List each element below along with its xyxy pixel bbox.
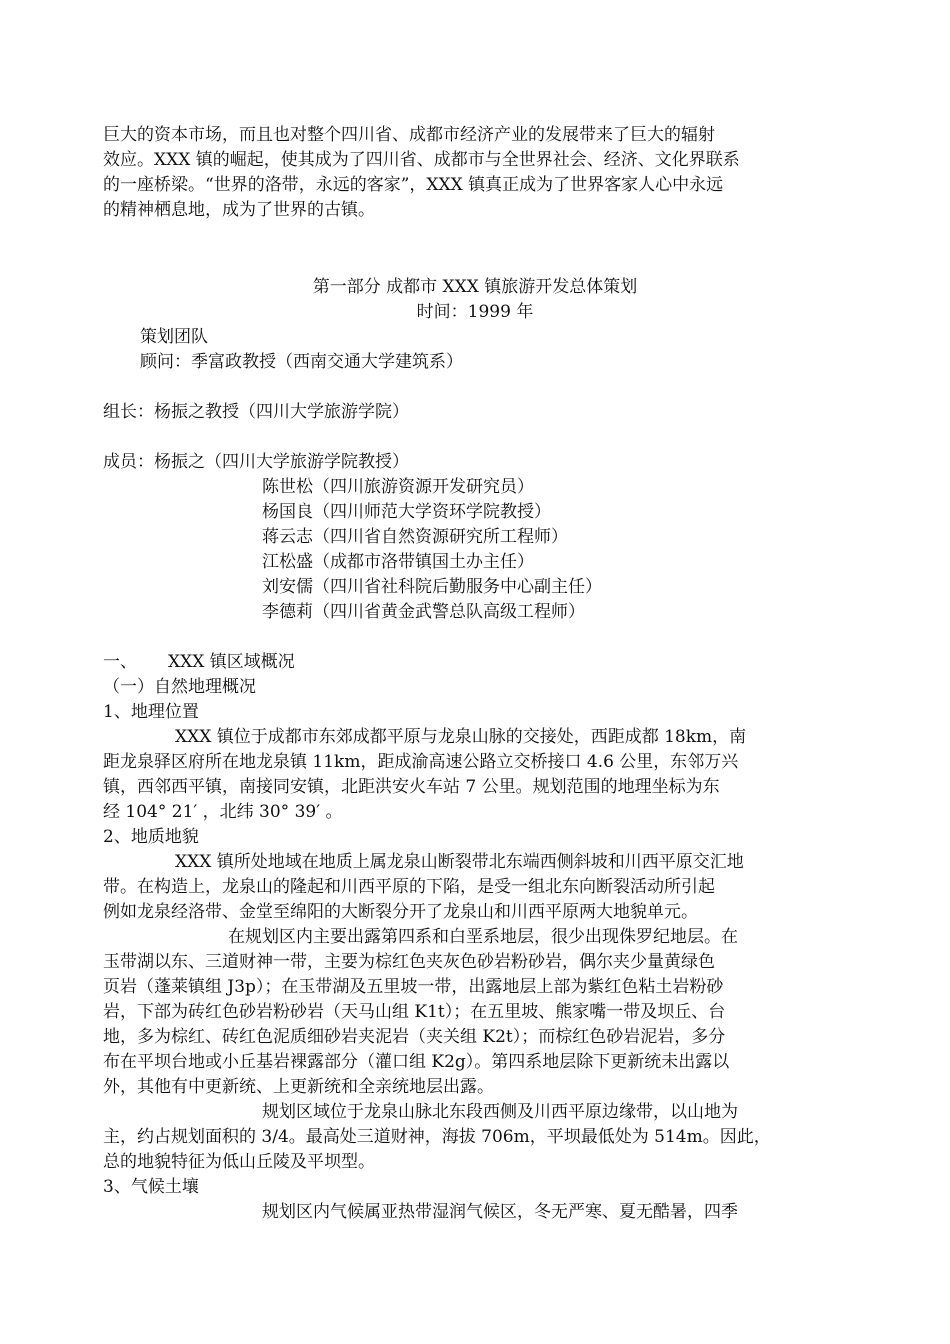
team-members-first: 成员：杨振之（四川大学旅游学院教授） xyxy=(103,452,409,472)
team-member: 杨国良（四川师范大学资环学院教授） xyxy=(262,502,551,522)
paragraph-line: 经 104° 21′ ，北纬 30° 39′ 。 xyxy=(103,802,343,822)
heading-location: 1、地理位置 xyxy=(103,702,199,722)
team-leader: 组长：杨振之教授（四川大学旅游学院） xyxy=(103,402,409,422)
team-heading: 策划团队 xyxy=(140,327,208,347)
team-member: 蒋云志（四川省自然资源研究所工程师） xyxy=(262,527,568,547)
paragraph-line: 距龙泉驿区府所在地龙泉镇 11km，距成渝高速公路立交桥接口 4.6 公里，东邻万兴 xyxy=(103,752,739,772)
paragraph-line: 布在平坝台地或小丘基岩裸露部分（灌口组 K2g）。第四系地层除下更新统未出露以 xyxy=(103,1052,730,1072)
paragraph-line: 页岩（蓬莱镇组 J3p）；在玉带湖及五里坡一带，出露地层上部为紫红色粘土岩粉砂 xyxy=(103,977,724,997)
paragraph-line: 例如龙泉经洛带、金堂至绵阳的大断裂分开了龙泉山和川西平原两大地貌单元。 xyxy=(103,902,698,922)
paragraph-line: 规划区域位于龙泉山脉北东段西侧及川西平原边缘带，以山地为 xyxy=(262,1102,738,1122)
team-member: 江松盛（成都市洛带镇国土办主任） xyxy=(262,552,534,572)
intro-line: 的一座桥梁。“世界的洛带，永远的客家”，XXX 镇真正成为了世界客家人心中永远 xyxy=(103,175,724,195)
heading-climate: 3、气候土壤 xyxy=(103,1177,199,1197)
paragraph-line: 外，其他有中更新统、上更新统和全亲统地层出露。 xyxy=(103,1077,494,1097)
team-member: 李德莉（四川省黄金武警总队高级工程师） xyxy=(262,602,585,622)
section-number: 一、 xyxy=(103,652,137,672)
paragraph-line: 规划区内气候属亚热带湿润气候区，冬无严寒、夏无酷暑，四季 xyxy=(262,1202,738,1222)
paragraph-line: 地，多为棕红、砖红色泥质细砂岩夹泥岩（夹关组 K2t）；而棕红色砂岩泥岩，多分 xyxy=(103,1027,726,1047)
team-member: 陈世松（四川旅游资源开发研究员） xyxy=(262,477,534,497)
paragraph-line: 带。在构造上，龙泉山的隆起和川西平原的下陷，是受一组北东向断裂活动所引起 xyxy=(103,877,715,897)
paragraph-line: 主，约占规划面积的 3/4。最高处三道财神，海拔 706m，平坝最低处为 514m。因此， xyxy=(103,1127,771,1147)
team-member: 刘安儒（四川省社科院后勤服务中心副主任） xyxy=(262,577,602,597)
paragraph-line: XXX 镇位于成都市东郊成都平原与龙泉山脉的交接处，西距成都 18km，南 xyxy=(175,727,747,747)
section-title: XXX 镇区域概况 xyxy=(168,652,295,672)
time-line: 时间：1999 年 xyxy=(416,302,534,322)
paragraph-line: 玉带湖以东、三道财神一带，主要为棕红色夹灰色砂岩粉砂岩，偶尔夹少量黄绿色 xyxy=(103,952,715,972)
paragraph-line: 岩，下部为砖红色砂岩粉砂岩（天马山组 K1t）；在五里坡、熊家嘴一带及坝丘、台 xyxy=(103,1002,726,1022)
intro-line: 的精神栖息地，成为了世界的古镇。 xyxy=(103,200,375,220)
paragraph-line: 在规划区内主要出露第四系和白垩系地层，很少出现侏罗纪地层。在 xyxy=(228,927,738,947)
paragraph-line: 镇，西邻西平镇，南接同安镇，北距洪安火车站 7 公里。规划范围的地理坐标为东 xyxy=(103,777,720,797)
team-advisor: 顾问：季富政教授（西南交通大学建筑系） xyxy=(140,352,463,372)
heading-geology: 2、地质地貌 xyxy=(103,827,199,847)
intro-line: 巨大的资本市场，而且也对整个四川省、成都市经济产业的发展带来了巨大的辐射 xyxy=(103,125,715,145)
part-title: 第一部分 成都市 XXX 镇旅游开发总体策划 xyxy=(312,277,638,297)
intro-line: 效应。XXX 镇的崛起，使其成为了四川省、成都市与全世界社会、经济、文化界联系 xyxy=(103,150,740,170)
subsection-title: （一）自然地理概况 xyxy=(103,677,256,697)
paragraph-line: 总的地貌特征为低山丘陵及平坝型。 xyxy=(103,1152,375,1172)
paragraph-line: XXX 镇所处地域在地质上属龙泉山断裂带北东端西侧斜坡和川西平原交汇地 xyxy=(175,852,744,872)
